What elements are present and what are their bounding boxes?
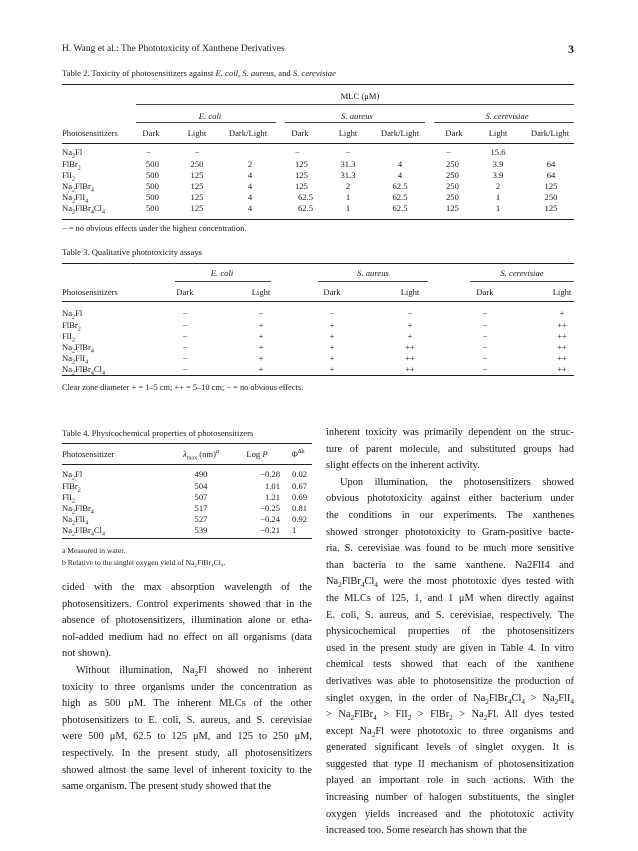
table2-subheader: Dark [445, 128, 463, 138]
text-line: used in the present study are given in Table 4. In vitro [326, 642, 574, 654]
table2-cell: 2 [345, 181, 351, 191]
table3-cell: ++ [405, 364, 415, 374]
table2-subheader: Light [338, 128, 358, 138]
table2-caption: Table 2. Toxicity of photosensitizers against E. coil, S. aureus, and S. cerevisiae [62, 68, 336, 78]
table3-cell: − [182, 353, 188, 363]
body-left-column [62, 580, 312, 796]
table2-cell: 500 [146, 203, 159, 213]
table3-cell: + [329, 353, 335, 363]
text-line: chemical tests showed that each of the xanthene [326, 659, 574, 671]
table3-cell: ++ [557, 364, 567, 374]
table4-row-name: FlI$_2$ [62, 492, 76, 505]
table3-group-rule-3 [470, 281, 574, 282]
text-line: played an important role in such actions. With the [326, 775, 574, 787]
text-line: ture of parent molecule, and substituted groups had [326, 443, 574, 455]
table2-top-rule [62, 84, 574, 85]
table3-cell: ++ [557, 342, 567, 352]
table4-cell: 1 [292, 525, 297, 535]
body-right-column [326, 425, 574, 840]
table2-group-saureus: S. aureus [341, 111, 373, 121]
table2-cell: 64 [546, 159, 556, 169]
table4-cell: 527 [194, 514, 208, 524]
table2-cell: 62.5 [392, 203, 408, 213]
table2-group-rule-1 [136, 122, 276, 123]
table2-cell: 125 [544, 203, 558, 213]
table2-row-name: $Na_2Fl$ [62, 147, 83, 160]
table2-cell: 500 [146, 170, 159, 180]
table2-group-scerevisiae: S. cerevisiae [485, 111, 529, 121]
table3-footnote: Clear zone diameter + = 1–5 cm; ++ = 5–10 cm; − = no obvious effects. [62, 383, 304, 392]
text-line: absence of photosensitizers, illumination alone or etha- [62, 615, 312, 627]
table4-row-name: FlBr$_2$ [62, 481, 81, 494]
table4-row-name: $Na_2FlBr_4Cl_4$ [62, 525, 105, 538]
table2-cell: 500 [146, 159, 159, 169]
table4-cell: 0.67 [292, 481, 308, 491]
text-line: same organism. The present study showed that the [62, 781, 272, 793]
table3-row-name: FlBr$_2$ [62, 320, 81, 333]
table3-cell: − [182, 331, 188, 341]
table3-caption: Table 3. Qualitative phototoxicity assays [62, 247, 202, 257]
text-line: showed stronger phototoxicity to Gram-positive bacte- [326, 526, 574, 538]
table4-top-rule [62, 443, 312, 444]
text-line: photosensitizers to E. coli, S. aureus, and S. cerevisiae [62, 714, 312, 726]
table3-cell: − [482, 342, 488, 352]
text-line: physicochemical properties of the photosensitizers [326, 626, 574, 638]
table3-cell: − [482, 308, 488, 318]
table4-header-phi: $\Phi^{\Delta b}$ [291, 449, 305, 459]
table3-cell: − [482, 331, 488, 341]
table3-cell: + [258, 342, 264, 352]
table3-group-ecoli: E. coli [210, 268, 234, 278]
table2-cell: 2 [495, 181, 501, 191]
table2-cell: 125 [544, 181, 558, 191]
text-line: Upon illumination, the photosensitizers showed [340, 476, 574, 488]
table3-cell: + [329, 320, 335, 330]
table3-cell: + [258, 364, 264, 374]
table3-cell: ++ [557, 353, 567, 363]
page-number: 3 [568, 42, 574, 56]
text-line: were 500 μM, 62.5 to 125 μM, and 125 to 250 μM, [62, 731, 312, 743]
table3-header-rule [62, 301, 574, 302]
text-line: than bacteria to the same xanthene. Na2FlI4 and [326, 559, 574, 571]
table4-cell: 1.01 [264, 481, 280, 491]
table2-subheader: Dark [142, 128, 160, 138]
table2-group-rule-2 [285, 122, 425, 123]
table3-subheader: Dark [476, 287, 494, 297]
table2-cell: 500 [146, 181, 159, 191]
table3-row-name: $Na_2FlI_4$ [62, 353, 89, 366]
table4-cell: 0.92 [292, 514, 308, 524]
table4-cell: 0.81 [292, 503, 308, 513]
table3-group-scerevisiae: S. cerevisiae [500, 268, 544, 278]
table3-cell: + [407, 320, 413, 330]
table3-subheader: Light [251, 287, 271, 297]
text-line: singlet oxygen, in the order of $Na_2FlBr_4Cl_4 > Na_2FlI_4$ [326, 692, 575, 706]
table4-cell: −0.28 [260, 469, 280, 479]
table2-cell: 3.9 [492, 170, 504, 180]
table3-row-name: $Na_2FlBr_4Cl_4$ [62, 364, 105, 377]
text-line: > $Na_2FlBr_4 > FlI_2$ > FlBr$_2$ > $Na_2Fl$. All dyes tested [326, 709, 574, 723]
text-line: high as 500 μM. The inherent MLCs of the other [62, 698, 312, 710]
table4-header-logp: Log P [246, 449, 268, 459]
text-line: Without illumination, $Na_2Fl$ showed no inherent [76, 664, 313, 679]
table2-cell: 125 [295, 170, 308, 180]
table3-cell: + [258, 353, 264, 363]
table3-top-rule [62, 263, 574, 264]
table2-mlc-header: MLC (μM) [340, 91, 380, 101]
table2-group-ecoli: E. coli [198, 111, 222, 121]
text-line: the MLCs of 125, 1, and 1 μM when directly against [326, 592, 574, 604]
table4-cell: 0.69 [292, 492, 308, 502]
text-line: except $Na_2Fl$ were phototoxic to three organisms and [326, 725, 575, 739]
table3-cell: − [182, 320, 188, 330]
table2-cell: 31.3 [340, 159, 356, 169]
table2-cell: 4 [397, 170, 403, 180]
table4-row-name: $Na_2Fl$ [62, 469, 83, 482]
table2-cell: 250 [446, 192, 459, 202]
table4-header-rule [62, 464, 312, 465]
table2-subheader: Light [488, 128, 508, 138]
table3-cell: + [329, 331, 335, 341]
table4-header-photosensitizer: Photosensitizer [62, 449, 115, 459]
table2-subheader: Dark/Light [380, 128, 420, 138]
table2-cell: − [446, 147, 451, 157]
table2-cell: 250 [190, 159, 204, 169]
table4-header-lambda: $\lambda_{max}$ (nm)$^a$ [183, 449, 219, 462]
text-line: the conditions in our experiments. The xanthenes [326, 509, 574, 521]
table2-cell: 4 [247, 170, 253, 180]
table3-cell: + [329, 342, 335, 352]
table2-subheader: Dark/Light [228, 128, 268, 138]
table3-cell: − [182, 342, 188, 352]
table3-bottom-rule [62, 375, 574, 376]
table3-group-saureus: S. aureus [357, 268, 389, 278]
table4-footnote-b: b Relative to the singlet oxygen yield of Na₂FlBr₄Cl₄. [62, 558, 226, 567]
text-line: obvious phototoxicity against either bacterium under [326, 493, 574, 505]
table4-cell: 507 [194, 492, 208, 502]
table3-row-name: $Na_2FlBr_4$ [62, 342, 94, 355]
table3-cell: ++ [557, 320, 567, 330]
table3-cell: − [182, 364, 188, 374]
text-line: respectively. In the present study, all photosensitizers [62, 747, 312, 759]
table2-cell: 4 [247, 203, 253, 213]
text-line: ria. S. cerevisiae was found to be much more sensitive [326, 543, 574, 555]
table4-row-name: $Na_2FlI_4$ [62, 514, 89, 527]
table2-cell: − [194, 147, 200, 157]
table3-row-name: FlI$_2$ [62, 331, 76, 344]
table4-cell: 0.02 [292, 469, 308, 479]
table3-cell: + [407, 331, 413, 341]
table3-cell: − [329, 308, 335, 318]
table3-cell: + [329, 364, 335, 374]
table2-cell: 1 [495, 203, 501, 213]
table3-row-name: $Na_2Fl$ [62, 308, 83, 321]
table2-header-rule [62, 143, 574, 144]
table2-bottom-rule [62, 219, 574, 220]
table2-row-name: FlBr$_2$ [62, 159, 81, 172]
table4-row-name: $Na_2FlBr_4$ [62, 503, 94, 516]
text-line: $Na_2FlBr_4Cl_4$ were the most phototoxic dyes tested with [326, 576, 574, 590]
table2-row-header: Photosensitizers [62, 128, 118, 138]
table3-group-rule-2 [318, 281, 428, 282]
table2-row-name: $Na_2FlBr_4Cl_4$ [62, 203, 105, 216]
table2-cell: − [146, 147, 151, 157]
table2-cell: 2 [247, 159, 253, 169]
table2-cell: 250 [446, 170, 459, 180]
table2-cell: 4 [247, 192, 253, 202]
table4-cell: −0.24 [260, 514, 280, 524]
table2-footnote: − = no obvious effects under the highest concentration. [62, 224, 247, 233]
table2-group-rule-3 [434, 122, 574, 123]
table2-cell: 62.5 [298, 203, 314, 213]
text-line: suggested that type II mechanism of photosensitization [326, 758, 574, 770]
text-line: derivatives was able to photosensitize the production of [326, 675, 574, 687]
table4-cell: 490 [194, 469, 208, 479]
table2-cell: 1 [345, 203, 351, 213]
table4-cell: 504 [194, 481, 208, 491]
table2-row-name: FlI$_2$ [62, 170, 76, 183]
table3-subheader: Dark [176, 287, 194, 297]
table2-cell: 15.6 [490, 147, 506, 157]
text-line: slight effects on the inherent activity. [326, 460, 480, 472]
text-line: oxygen yields increased and the phototoxic activity [326, 808, 574, 820]
table2-cell: 31.3 [340, 170, 356, 180]
table3-cell: − [258, 308, 264, 318]
table2-cell: 125 [190, 181, 204, 191]
text-line: E. coli, S. aureus, and S. cerevisiae, respectively. The [326, 609, 574, 621]
table2-cell: 62.5 [298, 192, 314, 202]
table2-cell: − [295, 147, 300, 157]
table2-cell: 1 [495, 192, 501, 202]
table4-cell: 517 [194, 503, 208, 513]
table2-subheader: Light [187, 128, 207, 138]
table4-caption: Table 4. Physicochemical properties of photosensitizers [62, 428, 254, 438]
table3-cell: + [258, 320, 264, 330]
table3-cell: − [182, 308, 188, 318]
table2-row-name: $Na_2FlI_4$ [62, 192, 89, 205]
table4-cell: 1.21 [264, 492, 280, 502]
table2-cell: 125 [295, 159, 308, 169]
table2-cell: 125 [190, 170, 204, 180]
text-line: cided with the max absorption wavelength of the [62, 582, 312, 593]
table2-row-name: $Na_2FlBr_4$ [62, 181, 94, 194]
table2-cell: 4 [397, 159, 403, 169]
text-line: toxicity to three organisms under the concentration as [62, 681, 312, 693]
table2-cell: 62.5 [392, 181, 408, 191]
table2-cell: 62.5 [392, 192, 408, 202]
table4-bottom-rule [62, 538, 312, 539]
table2-cell: 4 [247, 181, 253, 191]
table2-mlc-rule [136, 104, 574, 105]
text-line: not shown). [62, 648, 112, 660]
table2-subheader: Dark/Light [530, 128, 570, 138]
table4-cell: −0.25 [260, 503, 280, 513]
table2-cell: 64 [546, 170, 556, 180]
table3-cell: − [482, 364, 488, 374]
table2-cell: 1 [345, 192, 351, 202]
table2-cell: 250 [446, 181, 459, 191]
table3-cell: − [407, 308, 413, 318]
table2-subheader: Dark [291, 128, 309, 138]
text-line: increased too. Some research has shown that the [326, 825, 527, 837]
text-line: increasing number of halogen substituents, the singlet [326, 792, 574, 804]
table3-cell: ++ [405, 353, 415, 363]
table2-cell: 250 [544, 192, 558, 202]
table2-cell: 3.9 [492, 159, 504, 169]
table2-cell: 125 [190, 203, 204, 213]
table3-cell: + [258, 331, 264, 341]
table2-cell: 250 [446, 159, 459, 169]
table3-cell: ++ [557, 331, 567, 341]
text-line: photosensitizers. Control experiments showed that in the [62, 598, 312, 610]
table3-cell: − [482, 353, 488, 363]
table2-cell: − [345, 147, 351, 157]
text-line: generated significant levels of singlet oxygen. It is [326, 742, 574, 754]
table4-cell: −0.21 [260, 525, 280, 535]
text-line: nol-added medium had no effect on all organisms (data [62, 631, 312, 643]
table4-footnote-a: a Measured in water. [62, 546, 126, 555]
table2-cell: 125 [295, 181, 308, 191]
text-line: inherent toxicity was primarily dependent on the struc- [326, 427, 574, 438]
table3-cell: ++ [405, 342, 415, 352]
table2-cell: 125 [446, 203, 459, 213]
table3-subheader: Light [552, 287, 572, 297]
table3-row-header: Photosensitizers [62, 287, 118, 297]
table2-cell: 500 [146, 192, 159, 202]
table3-subheader: Dark [323, 287, 341, 297]
table4-cell: 539 [194, 525, 208, 535]
table3-cell: + [559, 308, 565, 318]
table3-subheader: Light [400, 287, 420, 297]
table3-group-rule-1 [175, 281, 271, 282]
table2-cell: 125 [190, 192, 204, 202]
running-title: H. Wang et al.: The Phototoxicity of Xanthene Derivatives [62, 44, 285, 54]
text-line: showed almost the same level of inherent toxicity to the [62, 764, 312, 776]
table3-cell: − [482, 320, 488, 330]
